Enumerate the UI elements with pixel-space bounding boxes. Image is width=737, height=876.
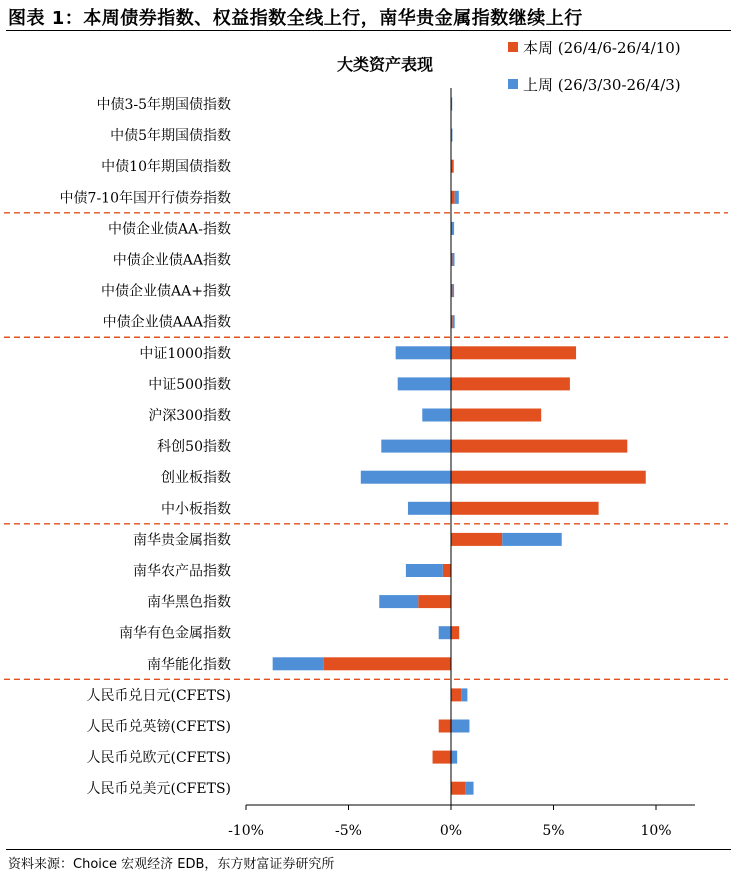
category-label: 中债企业债AA指数 xyxy=(112,252,231,269)
chart-title: 大类资产表现 xyxy=(336,55,434,74)
figure-title: 图表 1：本周债券指数、权益指数全线上行，南华贵金属指数继续上行 xyxy=(8,8,583,29)
bar-last-week xyxy=(451,98,452,111)
bar-last-week xyxy=(422,409,451,422)
category-label: 南华能化指数 xyxy=(147,656,231,673)
bar-last-week xyxy=(451,720,469,733)
legend xyxy=(508,39,681,94)
category-label: 中小板指数 xyxy=(161,501,231,518)
bar-last-week xyxy=(379,595,418,608)
bar-last-week xyxy=(439,626,451,639)
bar-this-week xyxy=(324,657,451,670)
bar-this-week xyxy=(433,751,451,764)
bar-last-week xyxy=(451,751,457,764)
legend-swatch-this-week xyxy=(508,42,518,52)
bar-last-week xyxy=(398,377,451,390)
category-label: 中债10年期国债指数 xyxy=(101,159,231,176)
bar-last-week xyxy=(453,315,455,328)
source-rule xyxy=(6,849,731,850)
bar-last-week xyxy=(502,533,561,546)
category-label: 中债企业债AA-指数 xyxy=(108,221,231,238)
category-label: 人民币兑英镑(CFETS) xyxy=(86,719,231,735)
bar-last-week xyxy=(461,688,467,701)
bar-last-week xyxy=(452,129,453,142)
bar-last-week xyxy=(455,191,459,204)
category-label: 中债7-10年国开行债券指数 xyxy=(59,190,231,207)
bar-this-week xyxy=(451,626,459,639)
bar-this-week xyxy=(418,595,451,608)
bar-this-week xyxy=(451,409,541,422)
category-label: 科创50指数 xyxy=(157,439,231,456)
bar-this-week xyxy=(451,533,502,546)
category-label: 人民币兑美元(CFETS) xyxy=(86,781,231,798)
category-label: 人民币兑日元(CFETS) xyxy=(86,687,231,704)
legend-label-this-week: 本周 (26/4/6-26/4/10) xyxy=(523,39,681,57)
bar-last-week xyxy=(452,284,454,297)
bar-last-week xyxy=(408,502,451,515)
category-label: 沪深300指数 xyxy=(148,408,231,424)
x-tick-label: 0% xyxy=(439,823,463,839)
source-note: 资料来源：Choice 宏观经济 EDB，东方财富证券研究所 xyxy=(8,857,335,872)
bar-last-week xyxy=(273,657,324,670)
bar-this-week xyxy=(451,191,455,204)
category-labels xyxy=(60,96,231,797)
legend-swatch-last-week xyxy=(508,79,518,89)
category-label: 南华有色金属指数 xyxy=(119,625,231,642)
bar-last-week xyxy=(381,440,451,453)
bar-this-week xyxy=(451,782,465,795)
bar-last-week xyxy=(452,222,454,235)
category-label: 中债企业债AA+指数 xyxy=(101,283,231,300)
bar-this-week xyxy=(451,377,570,390)
bar-last-week xyxy=(453,160,454,173)
bar-this-week xyxy=(443,564,451,577)
bar-last-week xyxy=(465,782,473,795)
bars xyxy=(273,98,646,795)
bar-this-week xyxy=(451,688,461,701)
legend-label-last-week: 上周 (26/3/30-26/4/3) xyxy=(523,76,681,94)
category-label: 南华贵金属指数 xyxy=(133,532,231,549)
category-label: 南华黑色指数 xyxy=(147,594,231,611)
x-tick-label: -10% xyxy=(228,823,264,839)
x-tick-label: 5% xyxy=(542,823,565,839)
bar-this-week xyxy=(451,471,646,484)
bar-last-week xyxy=(452,253,454,266)
category-label: 中债企业债AAA指数 xyxy=(102,314,231,331)
category-label: 中证500指数 xyxy=(148,376,231,393)
bar-this-week xyxy=(451,346,576,359)
category-label: 中证1000指数 xyxy=(139,345,231,362)
bar-this-week xyxy=(439,720,451,733)
category-label: 南华农产品指数 xyxy=(133,563,231,580)
bar-this-week xyxy=(451,440,627,453)
bar-last-week xyxy=(396,346,451,359)
category-label: 中债3-5年期国债指数 xyxy=(96,97,231,113)
bar-last-week xyxy=(361,471,451,484)
category-label: 中债5年期国债指数 xyxy=(110,128,231,145)
bar-last-week xyxy=(406,564,443,577)
x-tick-label: 10% xyxy=(640,823,672,839)
x-tick-label: -5% xyxy=(335,823,362,839)
category-label: 人民币兑欧元(CFETS) xyxy=(86,750,231,767)
category-label: 创业板指数 xyxy=(161,470,231,487)
bar-this-week xyxy=(451,502,599,515)
